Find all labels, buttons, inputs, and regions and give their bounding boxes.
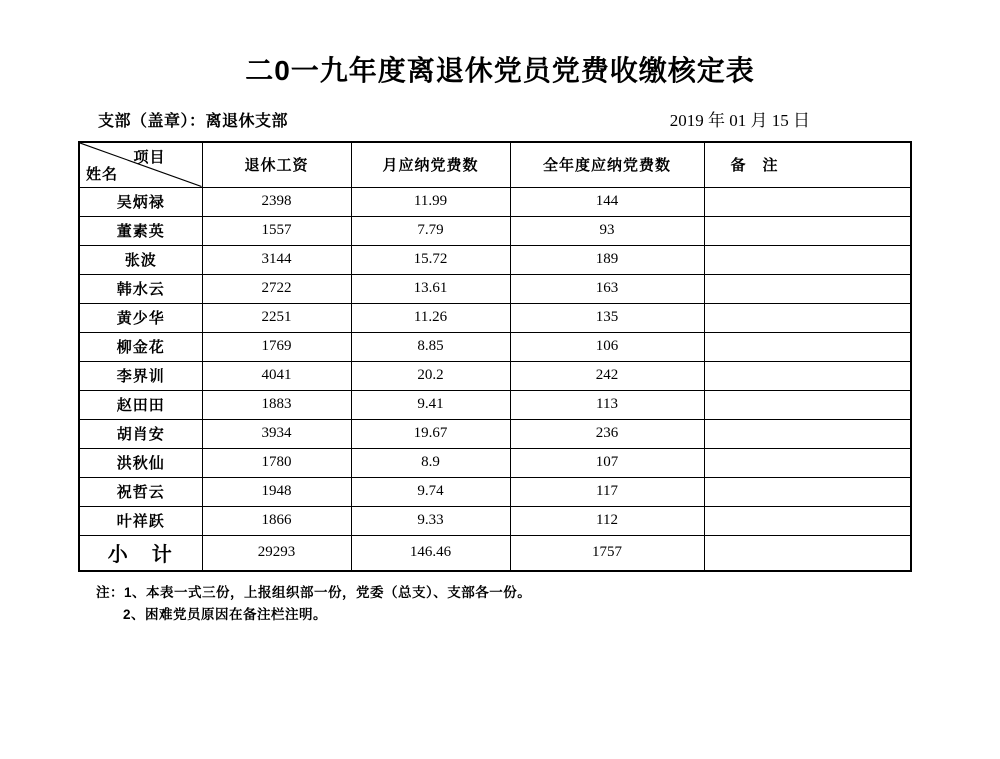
table-row xyxy=(79,332,911,361)
salary-cell: 1769 xyxy=(202,332,351,361)
remark-cell xyxy=(704,332,911,361)
column-header-annual-fee: 全年度应纳党费数 xyxy=(510,142,704,187)
salary-cell: 1948 xyxy=(202,477,351,506)
table-row xyxy=(79,361,911,390)
document-page xyxy=(0,52,1000,759)
annual-fee-cell: 135 xyxy=(510,303,704,332)
name-cell: 叶祥跃 xyxy=(79,506,202,535)
page-title: 二0一九年度离退休党员党费收缴核定表 xyxy=(245,55,755,86)
name-cell: 胡肖安 xyxy=(79,419,202,448)
monthly-fee-cell: 8.85 xyxy=(351,332,510,361)
name-cell: 小 计 xyxy=(79,535,202,571)
name-cell: 李界训 xyxy=(79,361,202,390)
remark-cell xyxy=(704,448,911,477)
remark-cell xyxy=(704,390,911,419)
annual-fee-cell: 93 xyxy=(510,216,704,245)
table-row xyxy=(79,216,911,245)
name-cell: 黄少华 xyxy=(79,303,202,332)
remark-cell xyxy=(704,535,911,571)
annual-fee-cell: 236 xyxy=(510,419,704,448)
table-row xyxy=(79,274,911,303)
annual-fee-cell: 117 xyxy=(510,477,704,506)
name-cell: 柳金花 xyxy=(79,332,202,361)
table-row xyxy=(79,477,911,506)
salary-cell: 4041 xyxy=(202,361,351,390)
table-body xyxy=(79,187,911,571)
note-line: 2、困难党员原因在备注栏注明。 xyxy=(123,607,328,622)
remark-cell xyxy=(704,477,911,506)
footnotes xyxy=(96,582,1000,626)
monthly-fee-cell: 19.67 xyxy=(351,419,510,448)
monthly-fee-cell: 9.33 xyxy=(351,506,510,535)
remark-cell xyxy=(704,216,911,245)
monthly-fee-cell: 9.41 xyxy=(351,390,510,419)
annual-fee-cell: 113 xyxy=(510,390,704,419)
annual-fee-cell: 1757 xyxy=(510,535,704,571)
table-row xyxy=(79,187,911,216)
remark-cell xyxy=(704,506,911,535)
annual-fee-cell: 107 xyxy=(510,448,704,477)
salary-cell: 2251 xyxy=(202,303,351,332)
branch-label: 支部（盖章）：离退休支部 xyxy=(98,113,289,130)
name-cell: 洪秋仙 xyxy=(79,448,202,477)
corner-label-item: 项目 xyxy=(133,149,166,166)
salary-cell: 3934 xyxy=(202,419,351,448)
subheader xyxy=(98,106,810,131)
salary-cell: 2398 xyxy=(202,187,351,216)
fee-table xyxy=(78,141,912,572)
name-cell: 赵田田 xyxy=(79,390,202,419)
name-cell: 韩水云 xyxy=(79,274,202,303)
monthly-fee-cell: 11.99 xyxy=(351,187,510,216)
note-line: 注：1、本表一式三份，上报组织部一份，党委（总支）、支部各一份。 xyxy=(96,585,532,600)
monthly-fee-cell: 9.74 xyxy=(351,477,510,506)
annual-fee-cell: 112 xyxy=(510,506,704,535)
salary-cell: 29293 xyxy=(202,535,351,571)
name-cell: 祝哲云 xyxy=(79,477,202,506)
column-header-monthly-fee: 月应纳党费数 xyxy=(351,142,510,187)
subtotal-row xyxy=(79,535,911,571)
date-label: 2019 年 01 月 15 日 xyxy=(669,111,810,130)
remark-cell xyxy=(704,303,911,332)
column-header-salary: 退休工资 xyxy=(202,142,351,187)
table-row xyxy=(79,448,911,477)
salary-cell: 2722 xyxy=(202,274,351,303)
corner-header-cell xyxy=(79,142,202,187)
column-header-remark: 备 注 xyxy=(704,142,911,187)
remark-cell xyxy=(704,274,911,303)
monthly-fee-cell: 15.72 xyxy=(351,245,510,274)
remark-cell xyxy=(704,361,911,390)
name-cell: 吴炳禄 xyxy=(79,187,202,216)
monthly-fee-cell: 146.46 xyxy=(351,535,510,571)
salary-cell: 1780 xyxy=(202,448,351,477)
salary-cell: 1557 xyxy=(202,216,351,245)
table-row xyxy=(79,506,911,535)
annual-fee-cell: 189 xyxy=(510,245,704,274)
monthly-fee-cell: 7.79 xyxy=(351,216,510,245)
salary-cell: 1866 xyxy=(202,506,351,535)
name-cell: 张波 xyxy=(79,245,202,274)
header-row xyxy=(79,142,911,187)
annual-fee-cell: 163 xyxy=(510,274,704,303)
table-row xyxy=(79,390,911,419)
monthly-fee-cell: 20.2 xyxy=(351,361,510,390)
remark-cell xyxy=(704,419,911,448)
salary-cell: 3144 xyxy=(202,245,351,274)
name-cell: 董素英 xyxy=(79,216,202,245)
remark-cell xyxy=(704,187,911,216)
table-row xyxy=(79,419,911,448)
remark-cell xyxy=(704,245,911,274)
corner-label-name: 姓名 xyxy=(86,165,119,183)
annual-fee-cell: 106 xyxy=(510,332,704,361)
monthly-fee-cell: 11.26 xyxy=(351,303,510,332)
annual-fee-cell: 242 xyxy=(510,361,704,390)
monthly-fee-cell: 8.9 xyxy=(351,448,510,477)
table-row xyxy=(79,303,911,332)
monthly-fee-cell: 13.61 xyxy=(351,274,510,303)
annual-fee-cell: 144 xyxy=(510,187,704,216)
salary-cell: 1883 xyxy=(202,390,351,419)
table-row xyxy=(79,245,911,274)
